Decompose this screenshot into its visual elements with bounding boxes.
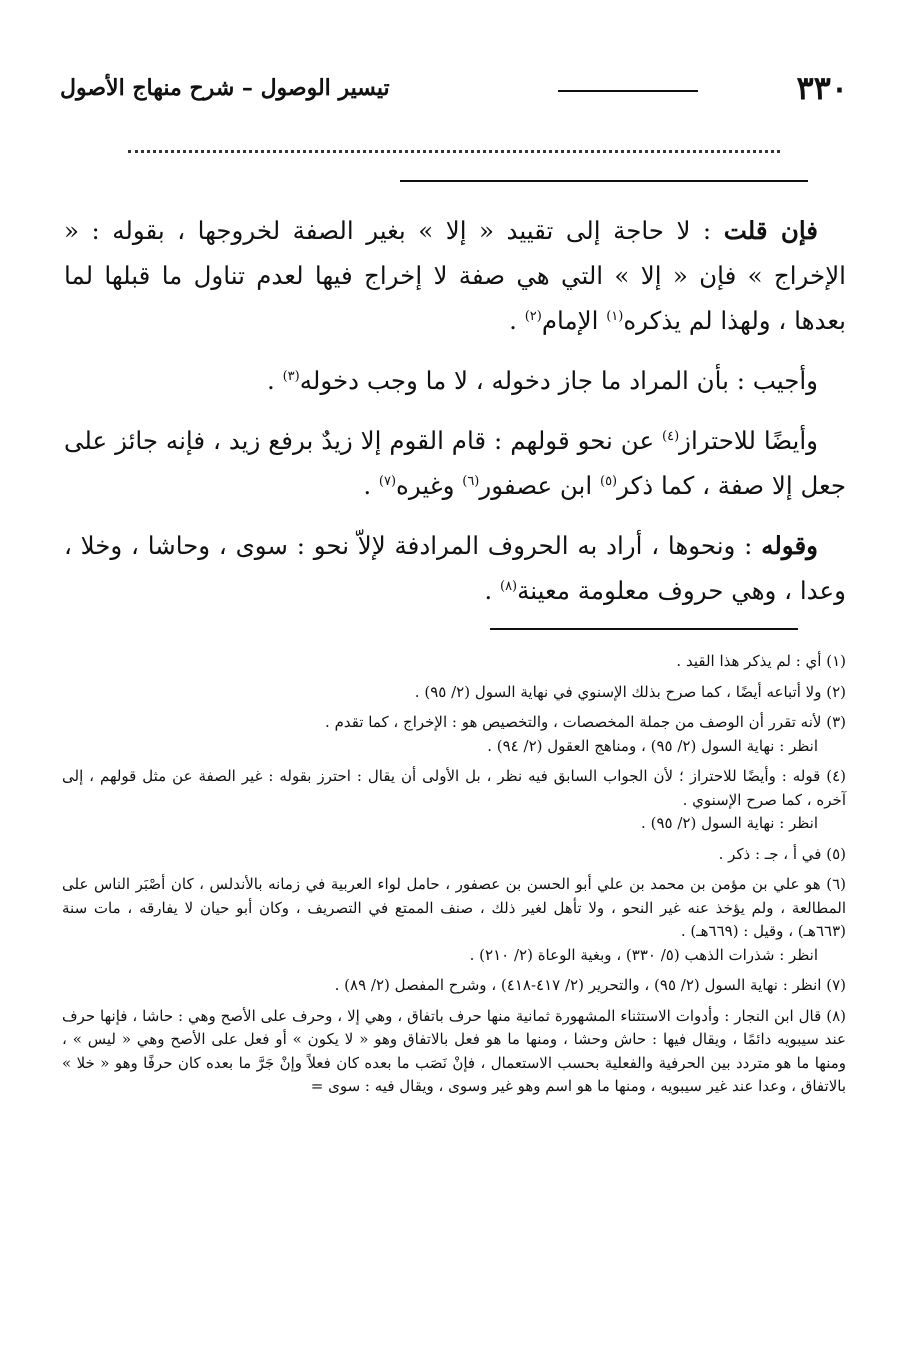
text-run: .	[363, 471, 379, 500]
page-number: ٣٣٠	[796, 69, 848, 107]
header-rule	[558, 90, 698, 92]
footnote-1: (١) أي : لم يذكر هذا القيد .	[676, 652, 846, 670]
dotted-divider	[128, 150, 780, 161]
footnote-7: (٧) انظر : نهاية السول (٢/ ٩٥) ، والتحرير (٢/ ٤١٧-٤١٨) ، وشرح المفصل (٢/ ٨٩) .	[334, 976, 846, 994]
top-divider	[400, 180, 808, 182]
text-run: : ونحوها ، أراد به الحروف المرادفة لإلاّ نحو : سوى ، وحاشا ، وخلا ، وعدا ، وهي حروف معلومة معينة	[64, 531, 846, 605]
lead-word: فإن قلت	[723, 216, 818, 245]
text-run: عن نحو قولهم : قام القوم إلا زيدٌ برفع زيد ، فإنه جائز على جعل إلا صفة ، كما ذكر	[64, 426, 846, 500]
footnote-2: (٢) ولا أتباعه أيضًا ، كما صرح بذلك الإسنوي في نهاية السول (٢/ ٩٥) .	[414, 682, 846, 701]
text-run: .	[267, 366, 283, 395]
footnote-ref-2[interactable]: (٢)	[524, 308, 542, 324]
lead-word: وقوله	[761, 531, 818, 560]
footnote-ref-7[interactable]: (٧)	[378, 473, 397, 489]
paragraph-4	[64, 523, 846, 613]
running-title: تيسير الوصول – شرح منهاج الأصول	[60, 75, 390, 101]
text-run: : لا حاجة إلى تقييد « إلا » بغير الصفة لخروجها ، بقوله : « الإخراج » فإن « إلا » التي هي صفة لا إخراج فيها لعدم تناول ما قبلها لما بعدها ، ولهذا لم يذكره	[64, 216, 846, 335]
footnote-6	[62, 873, 846, 967]
text-run: ابن عصفور	[479, 471, 600, 500]
text-run: وأيضًا للاحتراز	[679, 426, 819, 455]
footnote-text: (٤) قوله : وأيضًا للاحتراز ؛ لأن الجواب السابق فيه نظر ، بل الأولى أن يقال : احترز بقوله : غير الصفة عن مثل قولهم ، إلى آخره ، كما صرح الإسنوي .	[62, 767, 846, 809]
footnote-reference: انظر : نهاية السول (٢/ ٩٥) .	[641, 814, 818, 832]
text-run: الإمام	[541, 306, 607, 335]
footnote-ref-4[interactable]: (٤)	[662, 428, 680, 444]
footnote-text: (٦) هو علي بن مؤمن بن محمد بن علي أبو الحسن بن عصفور ، حامل لواء العربية في زمانه بالأندلس ، كان أصْبَر الناس على المطالعة ، ولم يؤخذ عنه غير النحو ، ولا تأهل لغير ذلك ، صنف الممتع في التصريف ، وكان أبو حيان لا يفارقه ، مات سنة (٦٦٣هـ) ، وقيل : (٦٦٩هـ) .	[62, 875, 846, 940]
page-header	[60, 66, 848, 110]
footnote-reference: انظر : نهاية السول (٢/ ٩٥) ، ومناهج العقول (٢/ ٩٤) .	[487, 736, 818, 755]
paragraph-1	[64, 208, 846, 343]
footnote-ref-6[interactable]: (٦)	[462, 473, 480, 489]
text-run: .	[509, 306, 525, 335]
footnotes	[62, 650, 846, 1106]
text-run: وغيره	[396, 471, 463, 500]
footnote-ref-8[interactable]: (٨)	[499, 578, 518, 594]
footnote-3	[62, 711, 846, 758]
footnote-ref-3[interactable]: (٣)	[282, 368, 300, 384]
footnote-ref-5[interactable]: (٥)	[599, 473, 618, 489]
text-run: وأجيب : بأن المراد ما جاز دخوله ، لا ما وجب دخوله	[299, 366, 818, 395]
footnote-ref-1[interactable]: (١)	[606, 308, 624, 324]
footnote-8: (٨) قال ابن النجار : وأدوات الاستثناء المشهورة ثمانية منها حرف باتفاق ، وهي إلا ، وحرف على الأصح وهي : حاشا ، فإنها حرف عند سيبويه دائمًا ، ويقال فيها : حاش وحشا ، ومنها ما هو فعل بالاتفاق وهو « لا يكون » أو فعل على الأصح وهي « ليس » ، ومنها ما هو متردد بين الحرفية والفعلية بحسب الاستعمال ، فإنْ نَصَب ما بعده كان فعلاً وإنْ جَرَّ ما بعده كان حرفًا وهو « خلا » بالاتفاق ، وعدا عند غير سيبويه ، ومنها ما هو اسم وهو غير وسوى ، ويقال فيه : سوى =	[62, 1006, 846, 1095]
paragraph-2	[64, 358, 846, 403]
footnote-5: (٥) في أ ، جـ : ذكر .	[718, 844, 846, 863]
footnote-text: (٣) لأنه تقرر أن الوصف من جملة المخصصات ، والتخصيص هو : الإخراج ، كما تقدم .	[325, 713, 846, 731]
main-text	[64, 208, 846, 628]
text-run: .	[484, 576, 500, 605]
footnote-4	[62, 765, 846, 836]
footnote-reference: انظر : شذرات الذهب (٥/ ٣٣٠) ، وبغية الوعاة (٢/ ٢١٠) .	[469, 945, 818, 964]
footnote-divider	[490, 628, 798, 630]
paragraph-3	[64, 418, 846, 508]
